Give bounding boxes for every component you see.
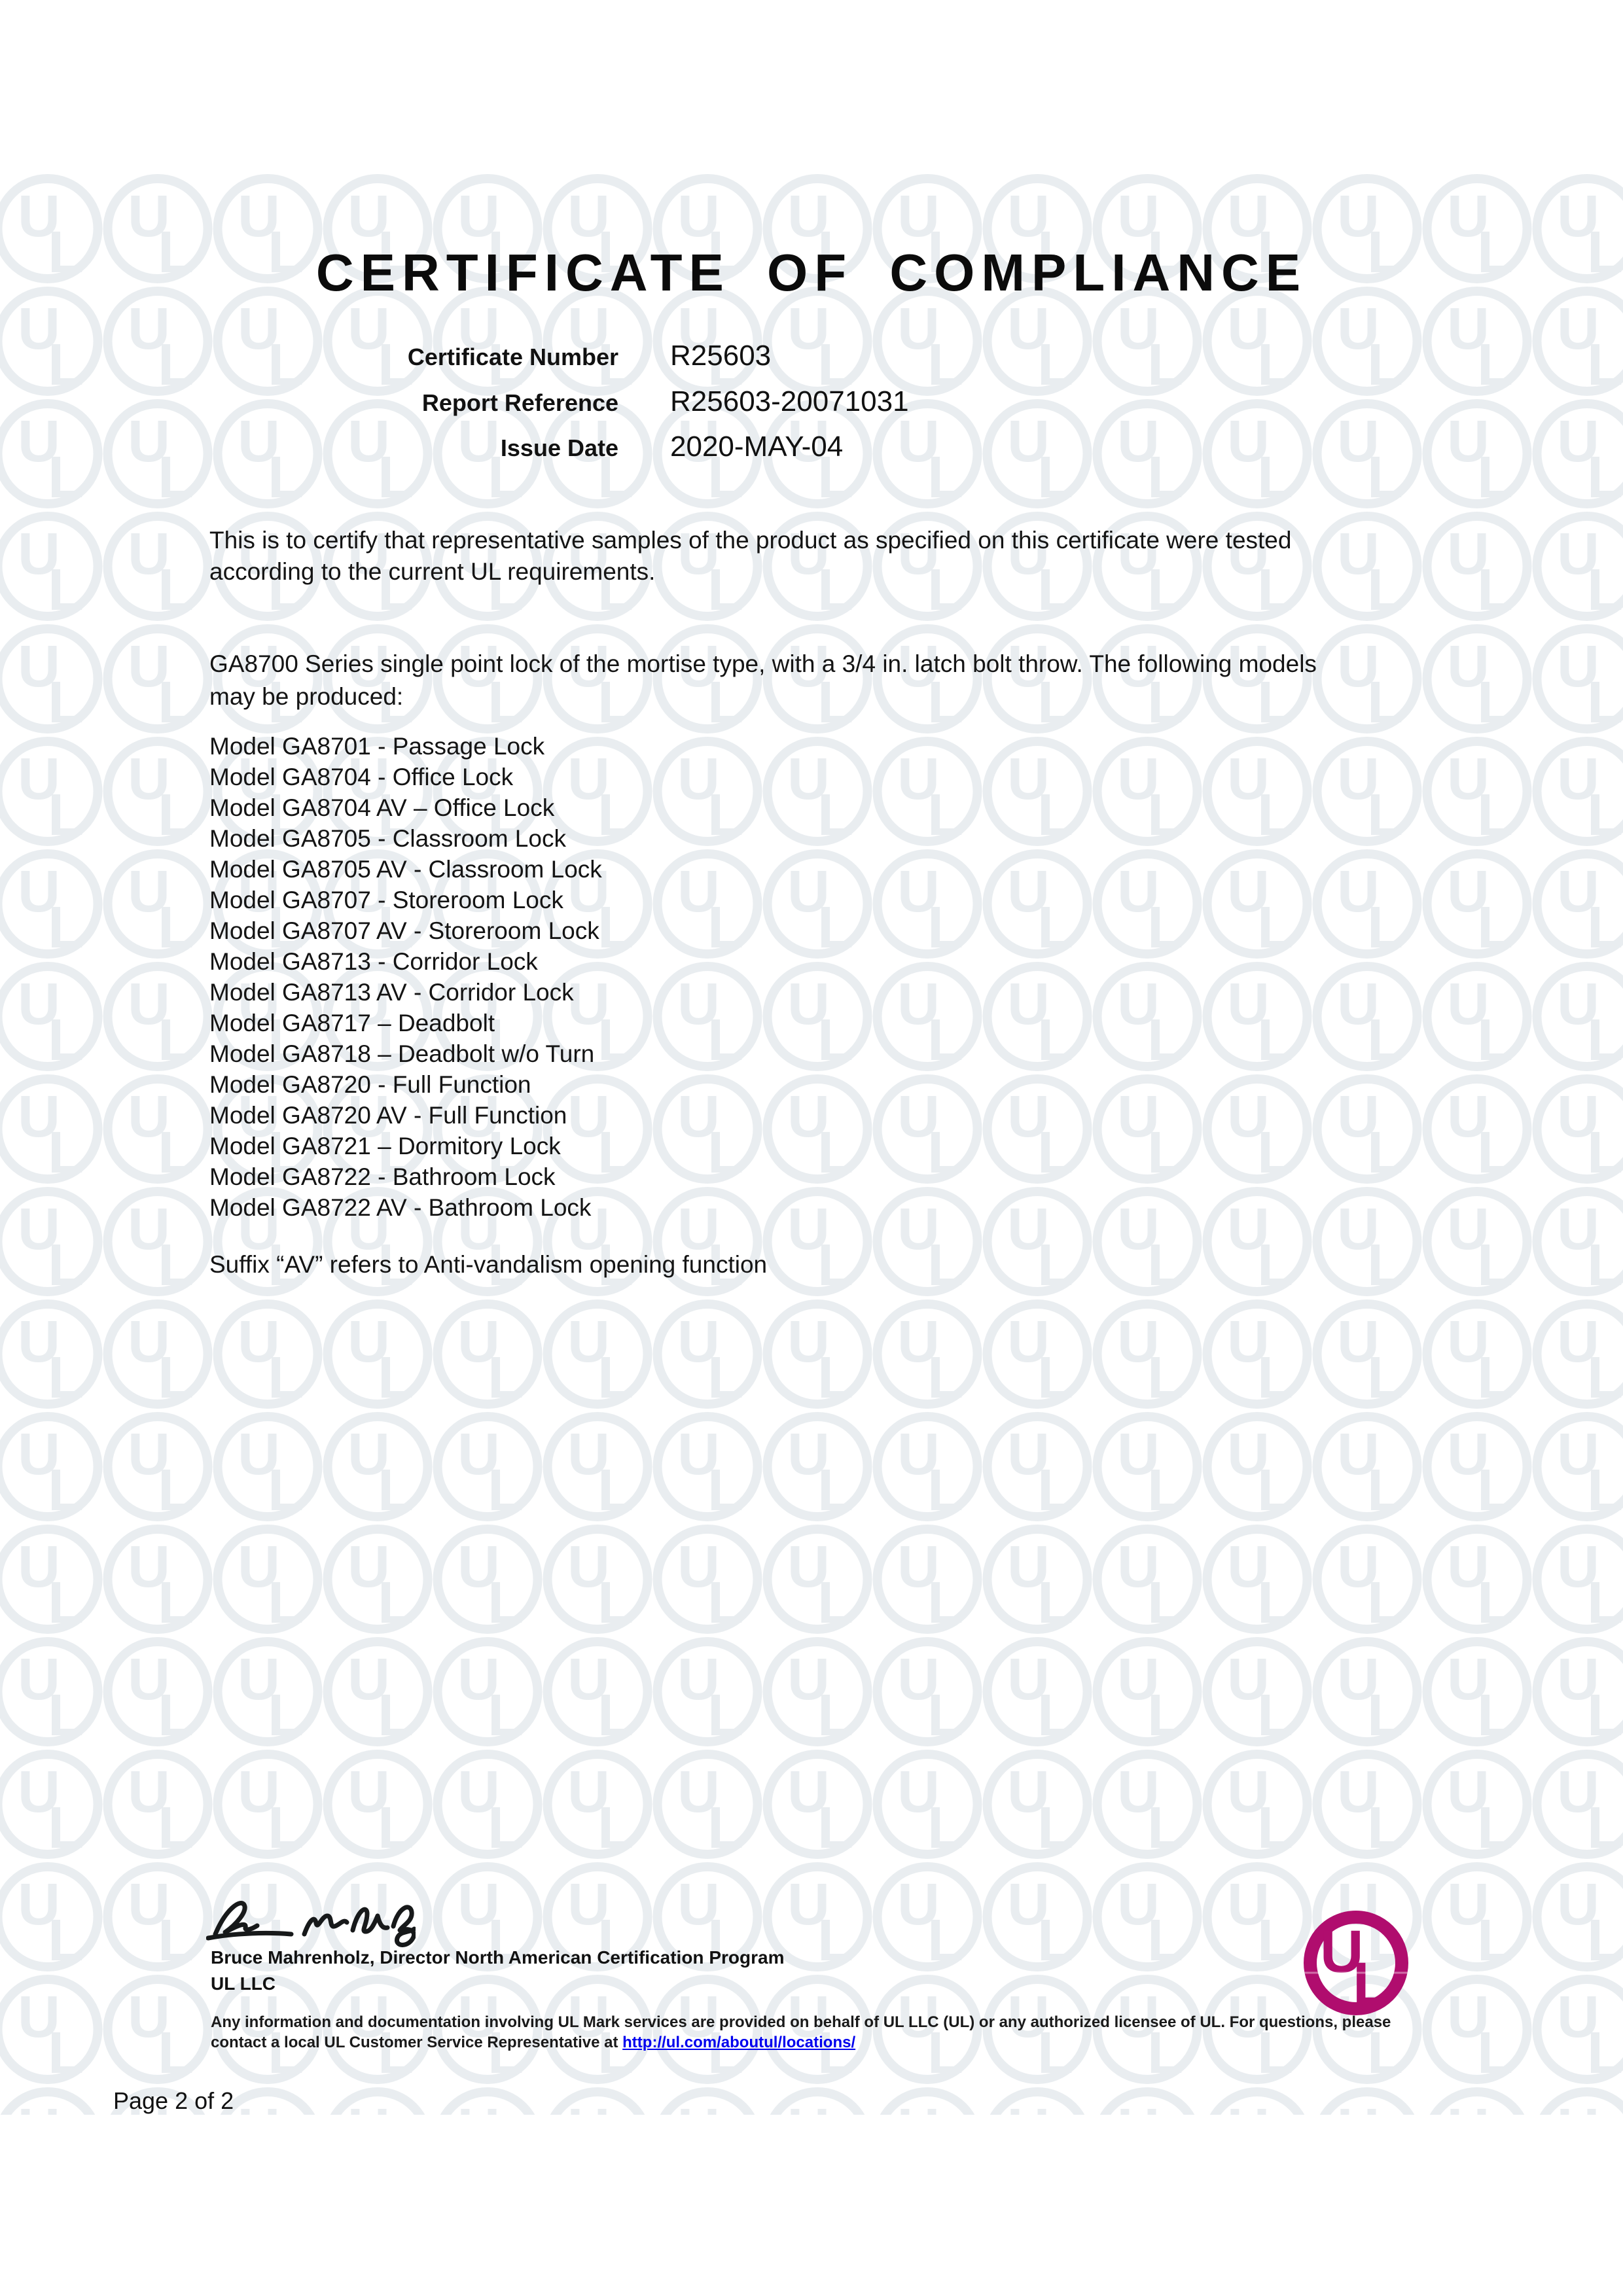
certificate-number-label: Certificate Number (407, 344, 618, 370)
signature-icon (206, 1896, 416, 1949)
certify-statement-line: according to the current UL requirements. (209, 558, 656, 585)
model-line: Model GA8721 – Dormitory Lock (209, 1133, 561, 1159)
model-line: Model GA8717 – Deadbolt (209, 1010, 495, 1036)
report-reference-label: Report Reference (421, 389, 618, 416)
issue-date-label: Issue Date (500, 434, 618, 461)
issue-date-value: 2020-MAY-04 (670, 431, 844, 463)
model-line: Model GA8704 - Office Lock (209, 764, 514, 790)
page-number: Page 2 of 2 (113, 2087, 234, 2114)
model-line: Model GA8704 AV – Office Lock (209, 794, 555, 821)
issue-date-row (209, 427, 909, 473)
disclaimer-line: Any information and documentation involving UL Mark services are provided on behalf of UL LLC (UL) or any authorized licensee of UL. For questions, please (211, 2013, 1391, 2031)
svg-text:L: L (1353, 1951, 1390, 2017)
certificate-number-value: R25603 (670, 340, 772, 372)
certify-statement-line: This is to certify that representative samples of the product as specified on this certificate were tested (209, 527, 1292, 554)
model-line: Model GA8713 AV - Corridor Lock (209, 979, 574, 1006)
page-title: CERTIFICATE OF COMPLIANCE (315, 243, 1308, 302)
report-reference-value: R25603-20071031 (670, 385, 909, 417)
model-line: Model GA8707 - Storeroom Lock (209, 887, 563, 913)
model-line: Model GA8701 - Passage Lock (209, 733, 545, 760)
product-description-line: GA8700 Series single point lock of the mortise type, with a 3/4 in. latch bolt throw. The following models (209, 650, 1317, 677)
product-description (209, 648, 1317, 713)
certify-statement (209, 525, 1291, 588)
model-line: Model GA8722 AV - Bathroom Lock (209, 1194, 592, 1221)
model-line: Model GA8722 - Bathroom Lock (209, 1163, 556, 1190)
signatory-name: Bruce Mahrenholz, Director North American Certification Program (211, 1947, 785, 1968)
disclaimer (211, 2012, 1391, 2053)
ul-locations-link[interactable]: http://ul.com/aboutul/locations/ (622, 2034, 856, 2051)
product-description-line: may be produced: (209, 683, 404, 710)
model-line: Model GA8713 - Corridor Lock (209, 948, 538, 975)
suffix-note: Suffix “AV” refers to Anti-vandalism opening function (209, 1251, 768, 1278)
disclaimer-line (211, 2032, 1391, 2053)
report-reference-row (209, 382, 909, 428)
ul-logo (1300, 1907, 1412, 2019)
svg-text:U: U (1320, 1918, 1364, 1985)
model-line: Model GA8705 AV - Classroom Lock (209, 856, 602, 883)
model-line: Model GA8720 - Full Function (209, 1071, 531, 1098)
company-name: UL LLC (211, 1973, 276, 1994)
model-line: Model GA8707 AV - Storeroom Lock (209, 917, 599, 944)
certificate-fields (209, 336, 909, 473)
disclaimer-line2-text: contact a local UL Customer Service Representative at (211, 2034, 623, 2051)
model-line: Model GA8705 - Classroom Lock (209, 825, 566, 852)
model-line: Model GA8720 AV - Full Function (209, 1102, 567, 1129)
certificate-number-row (209, 336, 909, 382)
model-list (209, 731, 602, 1223)
model-line: Model GA8718 – Deadbolt w/o Turn (209, 1040, 595, 1067)
